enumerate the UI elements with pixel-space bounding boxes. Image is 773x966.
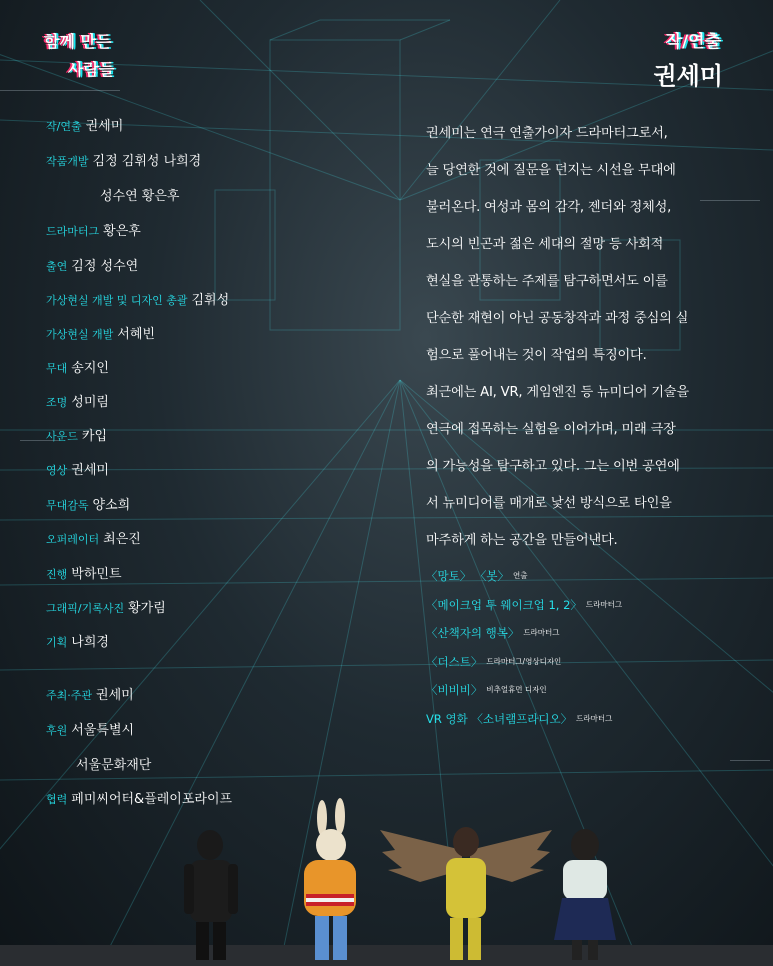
figure-bunny xyxy=(304,798,356,960)
credit-row xyxy=(46,258,138,276)
credit-names: 나희경 xyxy=(71,635,109,650)
work-title: 〈더스트〉 xyxy=(426,655,483,669)
credit-row xyxy=(46,634,109,652)
work-item xyxy=(426,625,560,641)
credit-names: 성미림 xyxy=(71,395,109,410)
credit-row xyxy=(46,360,109,378)
header-title-line1: 함께 만든 xyxy=(44,32,112,51)
work-item xyxy=(426,597,622,613)
credit-role: 드라마터그 xyxy=(46,225,100,238)
credit-row xyxy=(46,462,109,480)
credit-role: 기획 xyxy=(46,636,68,649)
credit-role: 그래픽/기록사진 xyxy=(46,602,125,615)
work-item xyxy=(426,711,612,727)
work-role: 드라마터그 xyxy=(585,600,623,609)
credit-names: 황은후 xyxy=(103,224,141,239)
credit-names: 최은진 xyxy=(103,532,141,547)
credit-names: 송지인 xyxy=(71,361,109,376)
credit-role: 진행 xyxy=(46,568,68,581)
credit-role: 가상현실 개발 및 디자인 총괄 xyxy=(46,294,188,307)
credit-role: 출연 xyxy=(46,260,68,273)
bio-line: 늘 당연한 것에 질문을 던지는 시선을 무대에 xyxy=(426,163,676,178)
credit-row xyxy=(46,687,134,705)
credit-row xyxy=(96,188,179,206)
header-title-line2: 사람들 xyxy=(68,60,115,79)
work-item xyxy=(426,568,527,584)
credit-row xyxy=(46,394,109,412)
figure-winged xyxy=(380,827,552,960)
credit-row xyxy=(46,118,123,136)
credit-names: 카입 xyxy=(81,429,108,444)
credit-row xyxy=(46,326,155,344)
bio-line: 도시의 빈곤과 젊은 세대의 절망 등 사회적 xyxy=(426,237,664,252)
credit-role: 주최·주관 xyxy=(46,689,93,702)
credit-role: 오퍼레이터 xyxy=(46,533,100,546)
credit-names: 권세미 xyxy=(71,463,109,478)
work-title: 〈메이크업 투 웨이크업 1, 2〉 xyxy=(426,598,582,612)
work-item xyxy=(426,682,547,698)
credit-names: 김정 성수연 xyxy=(71,259,139,274)
credit-names: 김정 김휘성 나희경 xyxy=(92,154,202,169)
bio-line: 불러온다. 여성과 몸의 감각, 젠더와 정체성, xyxy=(426,200,672,215)
bio-line: 단순한 재현이 아닌 공동창작과 과정 중심의 실 xyxy=(426,311,689,326)
credit-row xyxy=(46,292,229,310)
credit-row xyxy=(46,531,141,549)
credit-names: 페미씨어터&플레이포라이프 xyxy=(71,792,233,807)
credit-role: 작품개발 xyxy=(46,155,89,168)
character-illustration xyxy=(0,790,773,966)
credit-names: 서혜빈 xyxy=(117,327,155,342)
credit-names: 박하민트 xyxy=(71,567,122,582)
work-role: 드라마터그 xyxy=(523,628,560,637)
work-title: 〈산책자의 행복〉 xyxy=(426,626,520,640)
credit-row xyxy=(46,722,134,740)
credit-row xyxy=(72,757,151,775)
credit-names: 서울문화재단 xyxy=(76,758,152,773)
credit-names: 황가림 xyxy=(128,601,166,616)
credit-names: 성수연 황은후 xyxy=(100,189,180,204)
bio-line: 권세미는 연극 연출가이자 드라마터그로서, xyxy=(426,126,668,141)
work-role: 드라마터그 xyxy=(576,714,613,723)
bio-line: 현실을 관통하는 주제를 탐구하면서도 이를 xyxy=(426,274,668,289)
credit-row xyxy=(46,497,130,515)
work-title: 〈비비비〉 xyxy=(426,683,483,697)
credit-row xyxy=(46,566,122,584)
credit-names: 권세미 xyxy=(85,119,124,134)
credit-role: 작/연출 xyxy=(46,120,82,133)
credit-role: 협력 xyxy=(46,793,68,806)
director-label: 작/연출 xyxy=(665,32,721,52)
bio-line: 서 뉴미디어를 매개로 낯선 방식으로 타인을 xyxy=(426,496,672,511)
credit-names: 김휘성 xyxy=(191,293,230,308)
work-role: 드라마터그/영상디자인 xyxy=(486,657,562,666)
work-role: 비추얼휴먼 디자인 xyxy=(486,685,547,694)
director-bio xyxy=(426,115,726,559)
director-name: 권세미 xyxy=(653,62,723,90)
credit-row xyxy=(46,153,201,171)
bio-line: 마주하게 하는 공간을 만들어낸다. xyxy=(426,533,618,548)
bio-line: 의 가능성을 탐구하고 있다. 그는 이번 공연에 xyxy=(426,459,680,474)
credit-role: 조명 xyxy=(46,396,68,409)
credit-row xyxy=(46,223,141,241)
credit-role: 사운드 xyxy=(46,430,78,443)
work-role: 연출 xyxy=(512,571,528,580)
credit-names: 권세미 xyxy=(96,688,134,703)
credit-role: 무대 xyxy=(46,362,68,375)
bio-line: 험으로 풀어내는 것이 작업의 특징이다. xyxy=(426,348,647,363)
credit-role: 후원 xyxy=(46,724,68,737)
figure-suit xyxy=(184,830,238,960)
credit-role: 무대감독 xyxy=(46,499,89,512)
bio-line: 연극에 접목하는 실험을 이어가며, 미래 극장 xyxy=(426,422,676,437)
credit-row xyxy=(46,600,166,618)
credit-role: 영상 xyxy=(46,464,68,477)
figure-skirt xyxy=(554,829,616,960)
credit-names: 양소희 xyxy=(92,498,131,513)
work-title: VR 영화 〈소녀램프라디오〉 xyxy=(426,712,573,726)
work-item xyxy=(426,654,561,670)
bio-line: 최근에는 AI, VR, 게임엔진 등 뉴미디어 기술을 xyxy=(426,385,689,400)
credit-role: 가상현실 개발 xyxy=(46,328,114,341)
work-title: 〈망토〉 〈봇〉 xyxy=(426,569,509,583)
credit-row xyxy=(46,428,107,446)
credit-names: 서울특별시 xyxy=(71,723,135,738)
